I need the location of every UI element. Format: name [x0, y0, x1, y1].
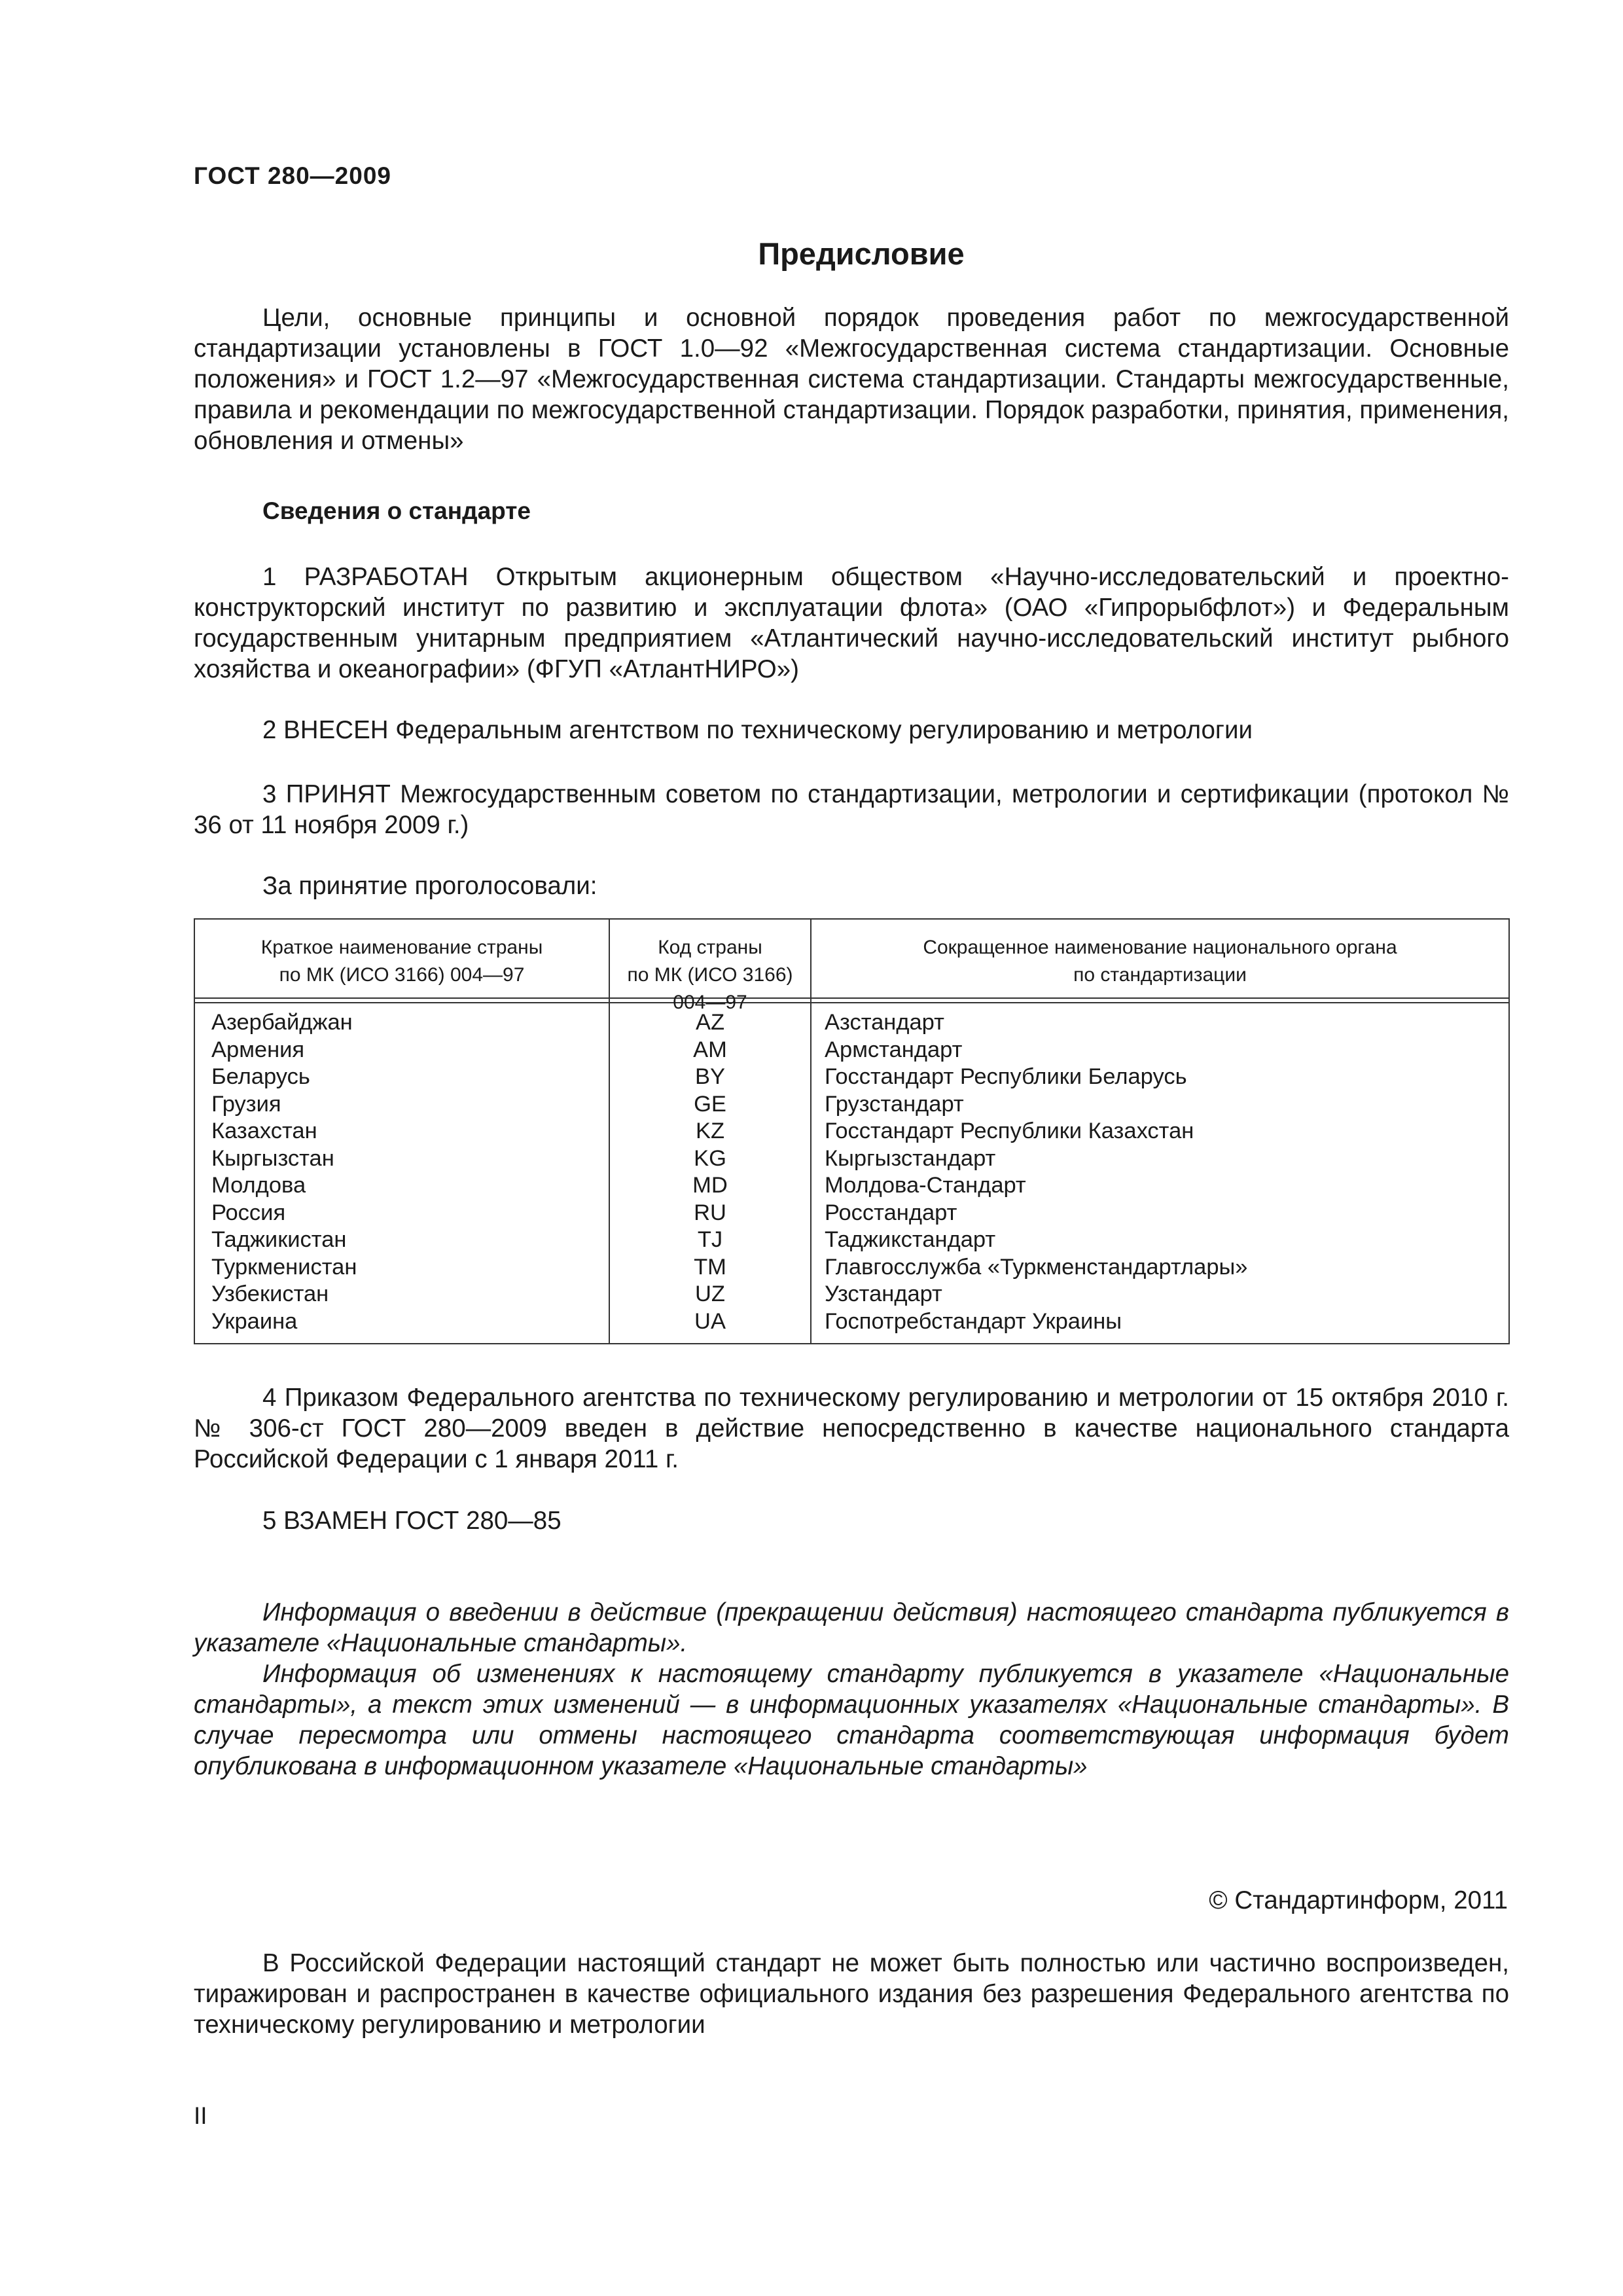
table-header-country: Краткое наименование страны по МК (ИСО 3166) 004—97: [260, 937, 543, 986]
table-cell: Туркменистан: [211, 1254, 357, 1280]
table-cell: Госстандарт Республики Беларусь: [825, 1064, 1187, 1089]
table-cell: UA: [694, 1308, 726, 1334]
table-cell: BY: [694, 1064, 726, 1089]
table-cell: Азстандарт: [825, 1010, 944, 1035]
voting-table: [194, 918, 1510, 1344]
table-header-rule: [195, 997, 1508, 999]
table-cell: RU: [694, 1200, 726, 1225]
table-header-rule: [195, 1002, 1508, 1003]
item-4-order: 4 Приказом Федерального агентства по техническому регулированию и метрологии от 15 октября 2010 г. № 306-ст ГОСТ 280—2009 введен в действие непосредственно в качестве национального стандарта Российской Федерации с 1 января 2011 г.: [194, 1384, 1509, 1473]
table-cell: Азербайджан: [211, 1010, 353, 1035]
table-cell: Таджикистан: [211, 1227, 347, 1252]
table-cell: Таджикстандарт: [825, 1227, 996, 1252]
table-cell: KG: [694, 1145, 726, 1171]
item-5-replaces: 5 ВЗАМЕН ГОСТ 280—85: [262, 1507, 562, 1535]
table-cell: AM: [693, 1037, 727, 1062]
item-3-adopted: 3 ПРИНЯТ Межгосударственным советом по стандартизации, метрологии и сертификации (протокол № 36 от 11 ноября 2009 г.): [194, 780, 1509, 839]
table-cell: Главгосслужба «Туркменстандартлары»: [825, 1254, 1248, 1280]
table-header-code: Код страны по МК (ИСО 3166) 004—97: [627, 937, 793, 1013]
table-cell: Кыргызстан: [211, 1145, 334, 1171]
table-cell: Госпотребстандарт Украины: [825, 1308, 1122, 1334]
table-cell: Росстандарт: [825, 1200, 957, 1225]
table-header-body: Сокращенное наименование национального органа по стандартизации: [923, 937, 1397, 986]
table-cell: Беларусь: [211, 1064, 310, 1089]
voted-label: За принятие проголосовали:: [262, 872, 597, 900]
table-cell: Украина: [211, 1308, 298, 1334]
table-cell: Госстандарт Республики Казахстан: [825, 1119, 1194, 1143]
copyright: © Стандартинформ, 2011: [1209, 1886, 1508, 1914]
table-column-code: [610, 1009, 810, 1335]
page-number: II: [194, 2102, 207, 2129]
table-cell: Грузия: [211, 1091, 281, 1117]
info-paragraph-1: Информация о введении в действие (прекращении действия) настоящего стандарта публикуется в указателе «Национальные стандарты».: [194, 1598, 1509, 1657]
table-cell: GE: [694, 1091, 726, 1117]
table-cell: Грузстандарт: [825, 1091, 964, 1117]
document-header: ГОСТ 280—2009: [194, 162, 391, 189]
table-cell: Армения: [211, 1037, 305, 1062]
intro-paragraph: Цели, основные принципы и основной порядок проведения работ по межгосударственной стандартизации установлены в ГОСТ 1.0—92 «Межгосударственная система стандартизации. Основные положения» и ГОСТ 1.2—97 «Межгосударственная система стандартизации. Стандарты межгосударственные, правила и рекомендации по межгосударственной стандартизации. Порядок разработки, принятия, применения, обновления и отмены»: [194, 304, 1509, 455]
table-cell: TJ: [697, 1227, 723, 1252]
table-column-body: [825, 1009, 1248, 1335]
table-cell: Узстандарт: [825, 1282, 942, 1306]
standard-info-heading: Сведения о стандарте: [262, 497, 531, 524]
table-cell: AZ: [695, 1010, 725, 1035]
table-cell: Армстандарт: [825, 1037, 963, 1062]
info-paragraph-2: Информация об изменениях к настоящему стандарту публикуется в указателе «Национальные стандарты», а текст этих изменений — в информационных указателях «Национальные стандарты». В случае пересмотра или отмены настоящего стандарта соответствующая информация будет опубликована в информационном указателе «Национальные стандарты»: [194, 1660, 1509, 1780]
page-title: Предисловие: [758, 236, 965, 271]
table-cell: TM: [694, 1254, 726, 1280]
item-2-introduced: 2 ВНЕСЕН Федеральным агентством по техническому регулированию и метрологии: [262, 716, 1253, 744]
table-cell: Россия: [211, 1200, 286, 1225]
table-cell: UZ: [695, 1282, 725, 1306]
table-cell: Молдова-Стандарт: [825, 1173, 1026, 1198]
item-1-developed: 1 РАЗРАБОТАН Открытым акционерным обществом «Научно-исследовательский и проектно-конструкторский институт по развитию и эксплуатации флота» (ОАО «Гипрорыбфлот») и Федеральным государственным унитарным предприятием «Атлантический научно-исследовательский институт рыбного хозяйства и океанографии» (ФГУП «АтлантНИРО»): [194, 563, 1509, 683]
table-cell: Узбекистан: [211, 1282, 329, 1306]
table-cell: Молдова: [211, 1173, 306, 1198]
reproduction-notice: В Российской Федерации настоящий стандарт не может быть полностью или частично воспроизведен, тиражирован и распространен в качестве официального издания без разрешения Федерального агентства по техническому регулированию и метрологии: [194, 1949, 1509, 2039]
table-cell: MD: [692, 1173, 728, 1198]
table-cell: Кыргызстандарт: [825, 1145, 996, 1171]
table-cell: Казахстан: [211, 1119, 317, 1143]
table-cell: KZ: [695, 1119, 725, 1143]
table-column-country: [211, 1009, 357, 1335]
